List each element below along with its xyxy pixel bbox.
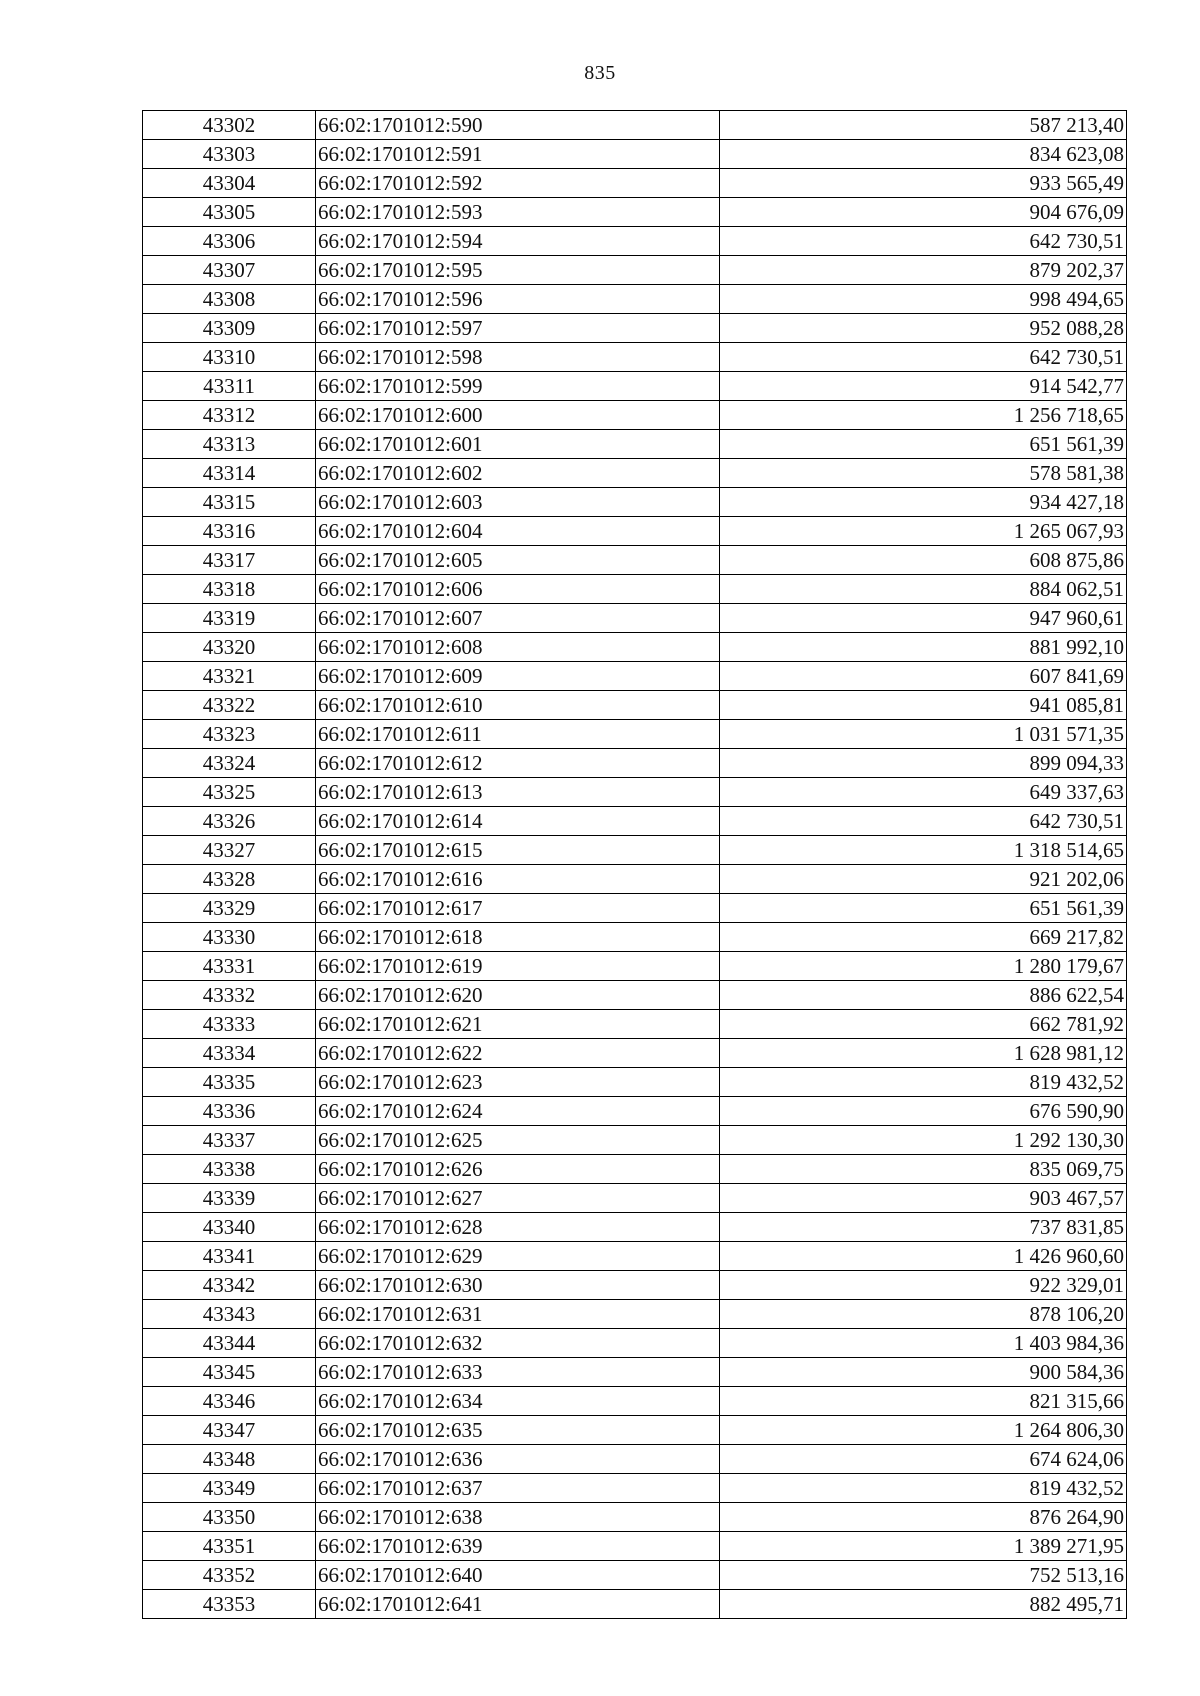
cadastral-value-cell: 1 628 981,12 (720, 1039, 1127, 1068)
cadastral-number-cell: 66:02:1701012:609 (316, 662, 720, 691)
row-number-cell: 43319 (143, 604, 316, 633)
row-number-cell: 43326 (143, 807, 316, 836)
cadastral-value-cell: 649 337,63 (720, 778, 1127, 807)
cadastral-value-cell: 900 584,36 (720, 1358, 1127, 1387)
cadastral-value-cell: 934 427,18 (720, 488, 1127, 517)
cadastral-value-cell: 881 992,10 (720, 633, 1127, 662)
table-row (143, 401, 1127, 430)
cadastral-number-cell: 66:02:1701012:627 (316, 1184, 720, 1213)
row-number-cell: 43339 (143, 1184, 316, 1213)
cadastral-value-cell: 922 329,01 (720, 1271, 1127, 1300)
row-number-cell: 43307 (143, 256, 316, 285)
row-number-cell: 43302 (143, 111, 316, 140)
cadastral-value-cell: 1 292 130,30 (720, 1126, 1127, 1155)
cadastral-value-cell: 642 730,51 (720, 807, 1127, 836)
table-row (143, 1329, 1127, 1358)
table-row (143, 1416, 1127, 1445)
cadastral-value-cell: 933 565,49 (720, 169, 1127, 198)
row-number-cell: 43335 (143, 1068, 316, 1097)
table-row (143, 1271, 1127, 1300)
cadastral-value-cell: 587 213,40 (720, 111, 1127, 140)
row-number-cell: 43327 (143, 836, 316, 865)
cadastral-number-cell: 66:02:1701012:606 (316, 575, 720, 604)
table-row (143, 546, 1127, 575)
cadastral-value-cell: 642 730,51 (720, 227, 1127, 256)
cadastral-value-cell: 998 494,65 (720, 285, 1127, 314)
row-number-cell: 43340 (143, 1213, 316, 1242)
row-number-cell: 43317 (143, 546, 316, 575)
row-number-cell: 43333 (143, 1010, 316, 1039)
table-row (143, 807, 1127, 836)
cadastral-value-cell: 886 622,54 (720, 981, 1127, 1010)
cadastral-number-cell: 66:02:1701012:593 (316, 198, 720, 227)
cadastral-value-cell: 578 581,38 (720, 459, 1127, 488)
cadastral-value-cell: 669 217,82 (720, 923, 1127, 952)
cadastral-value-cell: 882 495,71 (720, 1590, 1127, 1619)
row-number-cell: 43334 (143, 1039, 316, 1068)
table-row (143, 1010, 1127, 1039)
row-number-cell: 43310 (143, 343, 316, 372)
table-row (143, 1242, 1127, 1271)
table-row (143, 198, 1127, 227)
cadastral-number-cell: 66:02:1701012:624 (316, 1097, 720, 1126)
table-row (143, 1213, 1127, 1242)
cadastral-value-cell: 1 256 718,65 (720, 401, 1127, 430)
table-row (143, 1300, 1127, 1329)
cadastral-number-cell: 66:02:1701012:623 (316, 1068, 720, 1097)
cadastral-number-cell: 66:02:1701012:607 (316, 604, 720, 633)
table-row (143, 1068, 1127, 1097)
cadastral-number-cell: 66:02:1701012:625 (316, 1126, 720, 1155)
table-row (143, 1387, 1127, 1416)
cadastral-value-cell: 752 513,16 (720, 1561, 1127, 1590)
row-number-cell: 43328 (143, 865, 316, 894)
table-row (143, 981, 1127, 1010)
table-row (143, 488, 1127, 517)
table-row (143, 575, 1127, 604)
table-row (143, 227, 1127, 256)
cadastral-value-cell: 876 264,90 (720, 1503, 1127, 1532)
row-number-cell: 43308 (143, 285, 316, 314)
cadastral-number-cell: 66:02:1701012:591 (316, 140, 720, 169)
table-row (143, 720, 1127, 749)
cadastral-number-cell: 66:02:1701012:618 (316, 923, 720, 952)
table-row (143, 691, 1127, 720)
row-number-cell: 43320 (143, 633, 316, 662)
row-number-cell: 43337 (143, 1126, 316, 1155)
cadastral-number-cell: 66:02:1701012:634 (316, 1387, 720, 1416)
cadastral-number-cell: 66:02:1701012:599 (316, 372, 720, 401)
table-row (143, 314, 1127, 343)
row-number-cell: 43338 (143, 1155, 316, 1184)
row-number-cell: 43316 (143, 517, 316, 546)
cadastral-value-cell: 878 106,20 (720, 1300, 1127, 1329)
cadastral-number-cell: 66:02:1701012:597 (316, 314, 720, 343)
row-number-cell: 43350 (143, 1503, 316, 1532)
cadastral-number-cell: 66:02:1701012:631 (316, 1300, 720, 1329)
row-number-cell: 43313 (143, 430, 316, 459)
row-number-cell: 43304 (143, 169, 316, 198)
row-number-cell: 43311 (143, 372, 316, 401)
cadastral-value-cell: 921 202,06 (720, 865, 1127, 894)
row-number-cell: 43336 (143, 1097, 316, 1126)
table-row (143, 372, 1127, 401)
table-row (143, 662, 1127, 691)
cadastral-value-cell: 947 960,61 (720, 604, 1127, 633)
row-number-cell: 43312 (143, 401, 316, 430)
cadastral-value-cell: 642 730,51 (720, 343, 1127, 372)
table-row (143, 952, 1127, 981)
cadastral-value-cell: 662 781,92 (720, 1010, 1127, 1039)
cadastral-value-cell: 651 561,39 (720, 894, 1127, 923)
cadastral-number-cell: 66:02:1701012:601 (316, 430, 720, 459)
table-row (143, 894, 1127, 923)
cadastral-number-cell: 66:02:1701012:626 (316, 1155, 720, 1184)
cadastral-number-cell: 66:02:1701012:612 (316, 749, 720, 778)
table-row (143, 1097, 1127, 1126)
cadastral-number-cell: 66:02:1701012:596 (316, 285, 720, 314)
cadastral-number-cell: 66:02:1701012:610 (316, 691, 720, 720)
cadastral-value-cell: 1 426 960,60 (720, 1242, 1127, 1271)
cadastral-value-cell: 903 467,57 (720, 1184, 1127, 1213)
cadastral-value-cell: 819 432,52 (720, 1474, 1127, 1503)
cadastral-number-cell: 66:02:1701012:640 (316, 1561, 720, 1590)
table-row (143, 169, 1127, 198)
table-row (143, 923, 1127, 952)
cadastral-value-cell: 737 831,85 (720, 1213, 1127, 1242)
table-row (143, 1532, 1127, 1561)
row-number-cell: 43332 (143, 981, 316, 1010)
cadastral-number-cell: 66:02:1701012:639 (316, 1532, 720, 1561)
table-row (143, 111, 1127, 140)
page-number: 835 (584, 62, 616, 84)
row-number-cell: 43305 (143, 198, 316, 227)
row-number-cell: 43324 (143, 749, 316, 778)
row-number-cell: 43346 (143, 1387, 316, 1416)
cadastral-number-cell: 66:02:1701012:608 (316, 633, 720, 662)
row-number-cell: 43323 (143, 720, 316, 749)
cadastral-number-cell: 66:02:1701012:630 (316, 1271, 720, 1300)
cadastral-value-cell: 884 062,51 (720, 575, 1127, 604)
cadastral-value-cell: 676 590,90 (720, 1097, 1127, 1126)
table-row (143, 459, 1127, 488)
cadastral-number-cell: 66:02:1701012:617 (316, 894, 720, 923)
row-number-cell: 43321 (143, 662, 316, 691)
cadastral-value-cell: 834 623,08 (720, 140, 1127, 169)
table-row (143, 140, 1127, 169)
row-number-cell: 43345 (143, 1358, 316, 1387)
table-row (143, 1590, 1127, 1619)
row-number-cell: 43342 (143, 1271, 316, 1300)
table-row (143, 604, 1127, 633)
table-body (143, 111, 1127, 1619)
cadastral-number-cell: 66:02:1701012:635 (316, 1416, 720, 1445)
table-row (143, 256, 1127, 285)
cadastral-value-cell: 607 841,69 (720, 662, 1127, 691)
table-row (143, 749, 1127, 778)
cadastral-number-cell: 66:02:1701012:616 (316, 865, 720, 894)
cadastral-value-cell: 1 403 984,36 (720, 1329, 1127, 1358)
cadastral-value-cell: 835 069,75 (720, 1155, 1127, 1184)
row-number-cell: 43303 (143, 140, 316, 169)
cadastral-number-cell: 66:02:1701012:605 (316, 546, 720, 575)
table-row (143, 633, 1127, 662)
cadastral-value-cell: 899 094,33 (720, 749, 1127, 778)
cadastral-value-cell: 1 264 806,30 (720, 1416, 1127, 1445)
table-row (143, 1358, 1127, 1387)
cadastral-value-cell: 952 088,28 (720, 314, 1127, 343)
row-number-cell: 43348 (143, 1445, 316, 1474)
cadastral-number-cell: 66:02:1701012:638 (316, 1503, 720, 1532)
row-number-cell: 43343 (143, 1300, 316, 1329)
row-number-cell: 43349 (143, 1474, 316, 1503)
cadastral-number-cell: 66:02:1701012:603 (316, 488, 720, 517)
row-number-cell: 43352 (143, 1561, 316, 1590)
row-number-cell: 43344 (143, 1329, 316, 1358)
cadastral-number-cell: 66:02:1701012:590 (316, 111, 720, 140)
table-row (143, 1503, 1127, 1532)
row-number-cell: 43341 (143, 1242, 316, 1271)
row-number-cell: 43322 (143, 691, 316, 720)
cadastral-number-cell: 66:02:1701012:641 (316, 1590, 720, 1619)
table-row (143, 430, 1127, 459)
table-row (143, 343, 1127, 372)
table-row (143, 778, 1127, 807)
cadastral-number-cell: 66:02:1701012:629 (316, 1242, 720, 1271)
table-row (143, 1445, 1127, 1474)
cadastral-number-cell: 66:02:1701012:600 (316, 401, 720, 430)
cadastral-number-cell: 66:02:1701012:628 (316, 1213, 720, 1242)
row-number-cell: 43353 (143, 1590, 316, 1619)
cadastral-value-cell: 914 542,77 (720, 372, 1127, 401)
cadastral-value-cell: 941 085,81 (720, 691, 1127, 720)
row-number-cell: 43315 (143, 488, 316, 517)
row-number-cell: 43318 (143, 575, 316, 604)
table-row (143, 285, 1127, 314)
cadastral-value-cell: 819 432,52 (720, 1068, 1127, 1097)
cadastral-number-cell: 66:02:1701012:611 (316, 720, 720, 749)
cadastral-number-cell: 66:02:1701012:592 (316, 169, 720, 198)
table-row (143, 1184, 1127, 1213)
cadastral-number-cell: 66:02:1701012:622 (316, 1039, 720, 1068)
cadastral-number-cell: 66:02:1701012:598 (316, 343, 720, 372)
table-row (143, 1126, 1127, 1155)
cadastral-value-cell: 904 676,09 (720, 198, 1127, 227)
cadastral-value-cell: 651 561,39 (720, 430, 1127, 459)
cadastral-number-cell: 66:02:1701012:619 (316, 952, 720, 981)
cadastral-value-cell: 674 624,06 (720, 1445, 1127, 1474)
table-row (143, 517, 1127, 546)
row-number-cell: 43306 (143, 227, 316, 256)
table-row (143, 1039, 1127, 1068)
cadastral-value-table (142, 110, 1127, 1619)
cadastral-value-cell: 608 875,86 (720, 546, 1127, 575)
cadastral-number-cell: 66:02:1701012:594 (316, 227, 720, 256)
row-number-cell: 43351 (143, 1532, 316, 1561)
cadastral-value-cell: 1 389 271,95 (720, 1532, 1127, 1561)
row-number-cell: 43329 (143, 894, 316, 923)
cadastral-number-cell: 66:02:1701012:615 (316, 836, 720, 865)
row-number-cell: 43347 (143, 1416, 316, 1445)
cadastral-value-cell: 1 280 179,67 (720, 952, 1127, 981)
cadastral-number-cell: 66:02:1701012:604 (316, 517, 720, 546)
cadastral-number-cell: 66:02:1701012:621 (316, 1010, 720, 1039)
table-row (143, 865, 1127, 894)
cadastral-value-cell: 821 315,66 (720, 1387, 1127, 1416)
cadastral-number-cell: 66:02:1701012:636 (316, 1445, 720, 1474)
row-number-cell: 43314 (143, 459, 316, 488)
row-number-cell: 43309 (143, 314, 316, 343)
cadastral-number-cell: 66:02:1701012:595 (316, 256, 720, 285)
cadastral-number-cell: 66:02:1701012:614 (316, 807, 720, 836)
cadastral-number-cell: 66:02:1701012:602 (316, 459, 720, 488)
row-number-cell: 43331 (143, 952, 316, 981)
cadastral-value-cell: 1 318 514,65 (720, 836, 1127, 865)
cadastral-number-cell: 66:02:1701012:620 (316, 981, 720, 1010)
cadastral-number-cell: 66:02:1701012:632 (316, 1329, 720, 1358)
cadastral-number-cell: 66:02:1701012:637 (316, 1474, 720, 1503)
cadastral-number-cell: 66:02:1701012:633 (316, 1358, 720, 1387)
cadastral-value-cell: 1 265 067,93 (720, 517, 1127, 546)
table-row (143, 836, 1127, 865)
table-row (143, 1561, 1127, 1590)
cadastral-number-cell: 66:02:1701012:613 (316, 778, 720, 807)
row-number-cell: 43330 (143, 923, 316, 952)
row-number-cell: 43325 (143, 778, 316, 807)
cadastral-value-cell: 879 202,37 (720, 256, 1127, 285)
cadastral-value-cell: 1 031 571,35 (720, 720, 1127, 749)
table-row (143, 1474, 1127, 1503)
table-row (143, 1155, 1127, 1184)
